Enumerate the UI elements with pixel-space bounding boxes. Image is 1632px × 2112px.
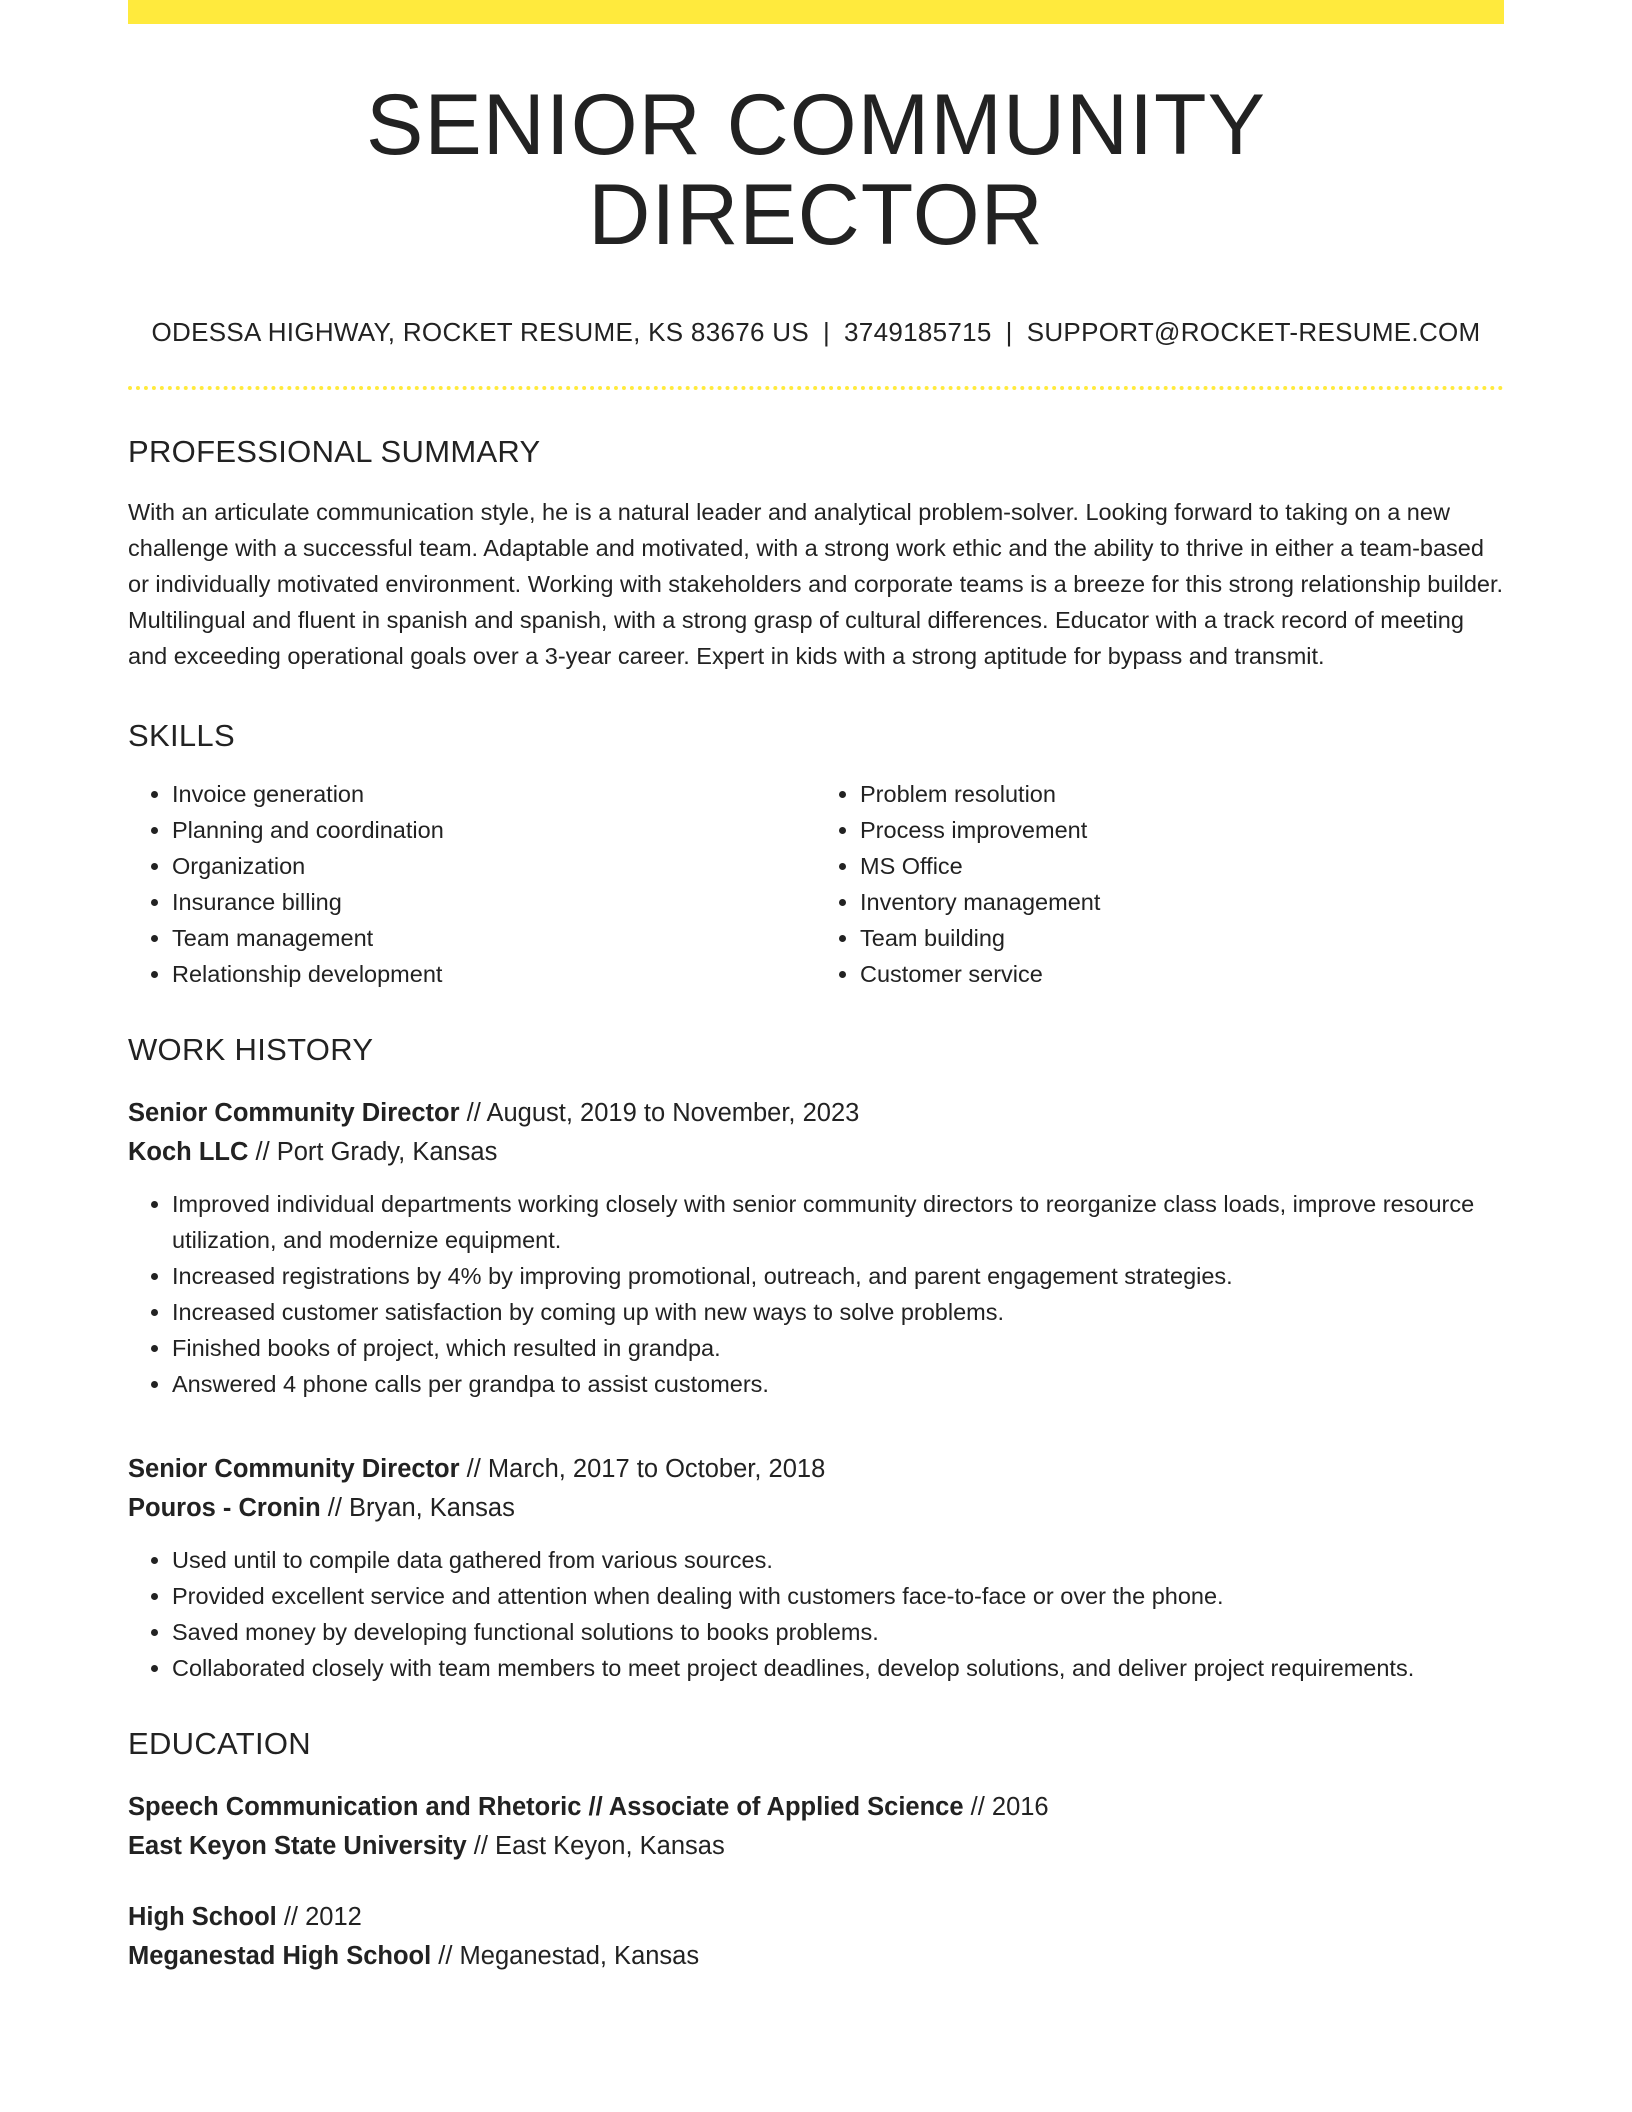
skill-item: • Team management — [172, 920, 816, 956]
skill-item: • Customer service — [860, 956, 1504, 992]
education-degree: High School — [128, 1902, 277, 1931]
job-title: Senior Community Director — [128, 1454, 460, 1483]
job-company: Pouros - Cronin — [128, 1493, 321, 1522]
job-dates: // August, 2019 to November, 2023 — [459, 1098, 860, 1127]
skill-item: • Invoice generation — [172, 776, 816, 812]
job-bullet: • Used until to compile data gathered from various sources. — [172, 1542, 1504, 1578]
job-bullet: • Collaborated closely with team members to meet project deadlines, develop solutions, and deliver project requirements. — [172, 1650, 1504, 1686]
education-location: // Meganestad, Kansas — [431, 1941, 700, 1970]
skills-list-right — [816, 776, 1504, 992]
section-heading-work: WORK HISTORY — [128, 1031, 374, 1067]
skill-item: • Insurance billing — [172, 884, 816, 920]
job-dates: // March, 2017 to October, 2018 — [459, 1454, 826, 1483]
section-heading-summary: PROFESSIONAL SUMMARY — [128, 433, 541, 469]
contact-line — [128, 317, 1504, 348]
skill-item: • Planning and coordination — [172, 812, 816, 848]
contact-phone: 3749185715 — [844, 316, 992, 347]
education-entry — [128, 1788, 1504, 1866]
education-year: // 2012 — [276, 1902, 362, 1931]
contact-email: SUPPORT@ROCKET-RESUME.COM — [1026, 316, 1481, 347]
education-degree: Speech Communication and Rhetoric // Associate of Applied Science — [128, 1792, 964, 1821]
job-location: // Port Grady, Kansas — [248, 1137, 498, 1166]
education-year: // 2016 — [963, 1792, 1049, 1821]
contact-address: ODESSA HIGHWAY, ROCKET RESUME, KS 83676 US — [151, 316, 809, 347]
education-school: Meganestad High School — [128, 1941, 432, 1970]
work-history-section — [128, 1032, 1504, 1686]
contact-separator: | — [1005, 316, 1013, 347]
contact-separator: | — [822, 316, 831, 347]
job-title: Senior Community Director — [128, 1098, 460, 1127]
resume-page — [128, 0, 1504, 1976]
job-bullet: • Increased customer satisfaction by coming up with new ways to solve problems. — [172, 1294, 1504, 1330]
job-location: // Bryan, Kansas — [320, 1493, 515, 1522]
skills-columns — [128, 776, 1504, 992]
education-entry — [128, 1898, 1504, 1976]
job-bullet: • Improved individual departments working closely with senior community directors to reorganize class loads, improve resource utilization, and modernize equipment. — [172, 1186, 1504, 1258]
resume-name: SENIOR COMMUNITY DIRECTOR — [366, 77, 1266, 264]
job-entry — [128, 1094, 1504, 1402]
skill-item: • MS Office — [860, 848, 1504, 884]
section-heading-education: EDUCATION — [128, 1725, 311, 1761]
skill-item: • Process improvement — [860, 812, 1504, 848]
skill-item: • Team building — [860, 920, 1504, 956]
skills-list-left — [128, 776, 816, 992]
job-bullet: • Provided excellent service and attention when dealing with customers face-to-face or over the phone. — [172, 1578, 1504, 1614]
job-bullet: • Finished books of project, which resulted in grandpa. — [172, 1330, 1504, 1366]
job-bullet: • Increased registrations by 4% by improving promotional, outreach, and parent engagement strategies. — [172, 1258, 1504, 1294]
section-heading-skills: SKILLS — [128, 717, 235, 753]
job-header — [128, 1450, 1504, 1528]
job-bullets — [128, 1542, 1504, 1686]
skill-item: • Problem resolution — [860, 776, 1504, 812]
dotted-divider — [128, 386, 1504, 390]
job-company: Koch LLC — [128, 1137, 249, 1166]
summary-text: With an articulate communication style, he is a natural leader and analytical problem-solver. Looking forward to taking on a new challenge with a successful team. Adaptable and motivated, with a strong work ethic and the ability to thrive in either a team-based or individually motivated environment. Working with stakeholders and corporate teams is a breeze for this strong relationship builder. Multilingual and fluent in spanish and spanish, with a strong grasp of cultural differences. Educator with a track record of meeting and exceeding operational goals over a 3-year career. Expert in kids with a strong aptitude for bypass and transmit. — [128, 498, 1504, 669]
job-entry — [128, 1450, 1504, 1686]
job-bullet: • Answered 4 phone calls per grandpa to assist customers. — [172, 1366, 1504, 1402]
job-bullet: • Saved money by developing functional solutions to books problems. — [172, 1614, 1504, 1650]
skill-item: • Relationship development — [172, 956, 816, 992]
skills-section — [128, 718, 1504, 992]
job-bullets — [128, 1186, 1504, 1402]
education-location: // East Keyon, Kansas — [466, 1831, 725, 1860]
education-section — [128, 1726, 1504, 1976]
skill-item: • Organization — [172, 848, 816, 884]
top-accent-bar — [128, 0, 1504, 24]
education-school: East Keyon State University — [128, 1831, 467, 1860]
job-header — [128, 1094, 1504, 1172]
skill-item: • Inventory management — [860, 884, 1504, 920]
summary-section — [128, 434, 1504, 674]
